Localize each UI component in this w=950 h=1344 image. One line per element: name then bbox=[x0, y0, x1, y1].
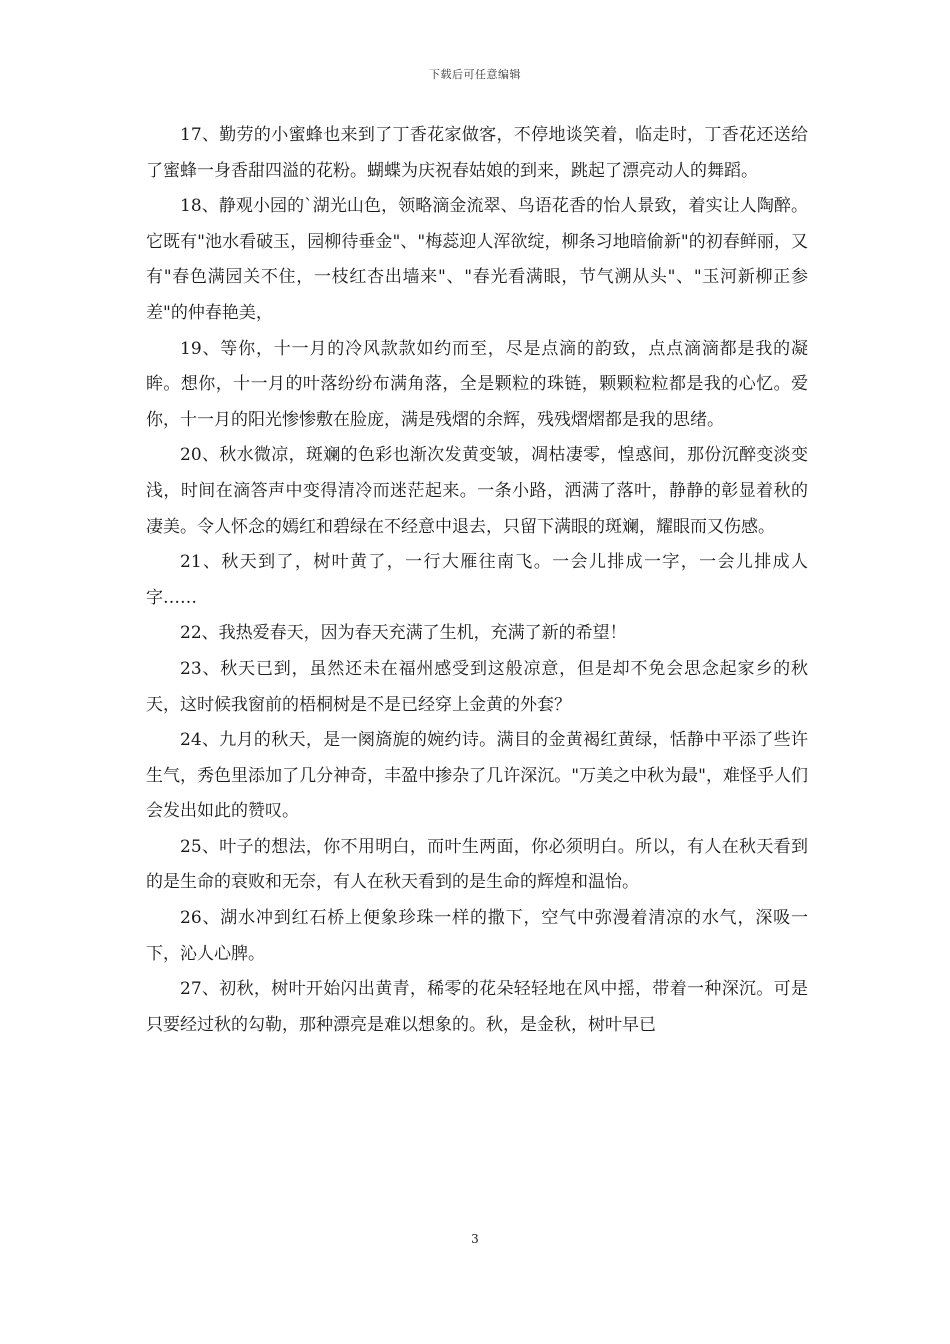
page-header: 下载后可任意编辑 bbox=[429, 68, 521, 81]
paragraph: 18、静观小园的`湖光山色，领略滴金流翠、鸟语花香的怡人景致，着实让人陶醉。它既有"池水看破玉，园柳待垂金"、"梅蕊迎人浑欲绽，柳条习地暗偷新"的初春鲜丽，又有"春色满园关不住，一枝红杏出墙来"、"春光看满眼，节气溯从头"、"玉河新柳正参差"的仲春艳美， bbox=[146, 196, 808, 323]
paragraph: 19、等你，十一月的冷风款款如约而至，尽是点滴的韵致，点点滴滴都是我的凝眸。想你，十一月的叶落纷纷布满角落，全是颗粒的珠链，颗颗粒粒都是我的心忆。爱你，十一月的阳光惨惨敷在脸庞，满是残熠的余辉，残残熠熠都是我的思绪。 bbox=[146, 338, 808, 430]
paragraph: 24、九月的秋天，是一阕旖旎的婉约诗。满目的金黄褐红黄绿，恬静中平添了些许生气，秀色里添加了几分神奇，丰盈中掺杂了几许深沉。"万美之中秋为最"，难怪乎人们会发出如此的赞叹。 bbox=[146, 730, 808, 822]
paragraph: 20、秋水微凉，斑斓的色彩也渐次发黄变皱，凋枯凄零，惶惑间，那份沉醉变淡变浅，时间在滴答声中变得清冷而迷茫起来。一条小路，洒满了落叶，静静的彰显着秋的凄美。令人怀念的嫣红和碧绿在不经意中退去，只留下满眼的斑斓，耀眼而又伤感。 bbox=[146, 445, 808, 537]
paragraph: 22、我热爱春天，因为春天充满了生机，充满了新的希望！ bbox=[180, 623, 627, 644]
paragraph: 25、叶子的想法，你不用明白，而叶生两面，你必须明白。所以，有人在秋天看到的是生命的衰败和无奈，有人在秋天看到的是生命的辉煌和温怡。 bbox=[146, 836, 808, 893]
paragraph: 27、初秋，树叶开始闪出黄青，稀零的花朵轻轻地在风中摇，带着一种深沉。可是只要经过秋的勾勒，那种漂亮是难以想象的。秋，是金秋，树叶早已 bbox=[146, 979, 808, 1035]
page-number: 3 bbox=[471, 1232, 479, 1246]
paragraph: 21、秋天到了，树叶黄了，一行大雁往南飞。一会儿排成一字，一会儿排成人字…… bbox=[146, 552, 808, 608]
body-text bbox=[146, 118, 808, 1043]
paragraph: 23、秋天已到，虽然还未在福州感受到这般凉意，但是却不免会思念起家乡的秋天，这时候我窗前的梧桐树是不是已经穿上金黄的外套？ bbox=[146, 658, 808, 715]
paragraph: 26、湖水冲到红石桥上便象珍珠一样的撒下，空气中弥漫着清凉的水气，深吸一下，沁人心脾。 bbox=[146, 908, 808, 964]
paragraph: 17、勤劳的小蜜蜂也来到了丁香花家做客，不停地谈笑着，临走时，丁香花还送给了蜜蜂一身香甜四溢的花粉。蝴蝶为庆祝春姑娘的到来，跳起了漂亮动人的舞蹈。 bbox=[146, 125, 808, 181]
